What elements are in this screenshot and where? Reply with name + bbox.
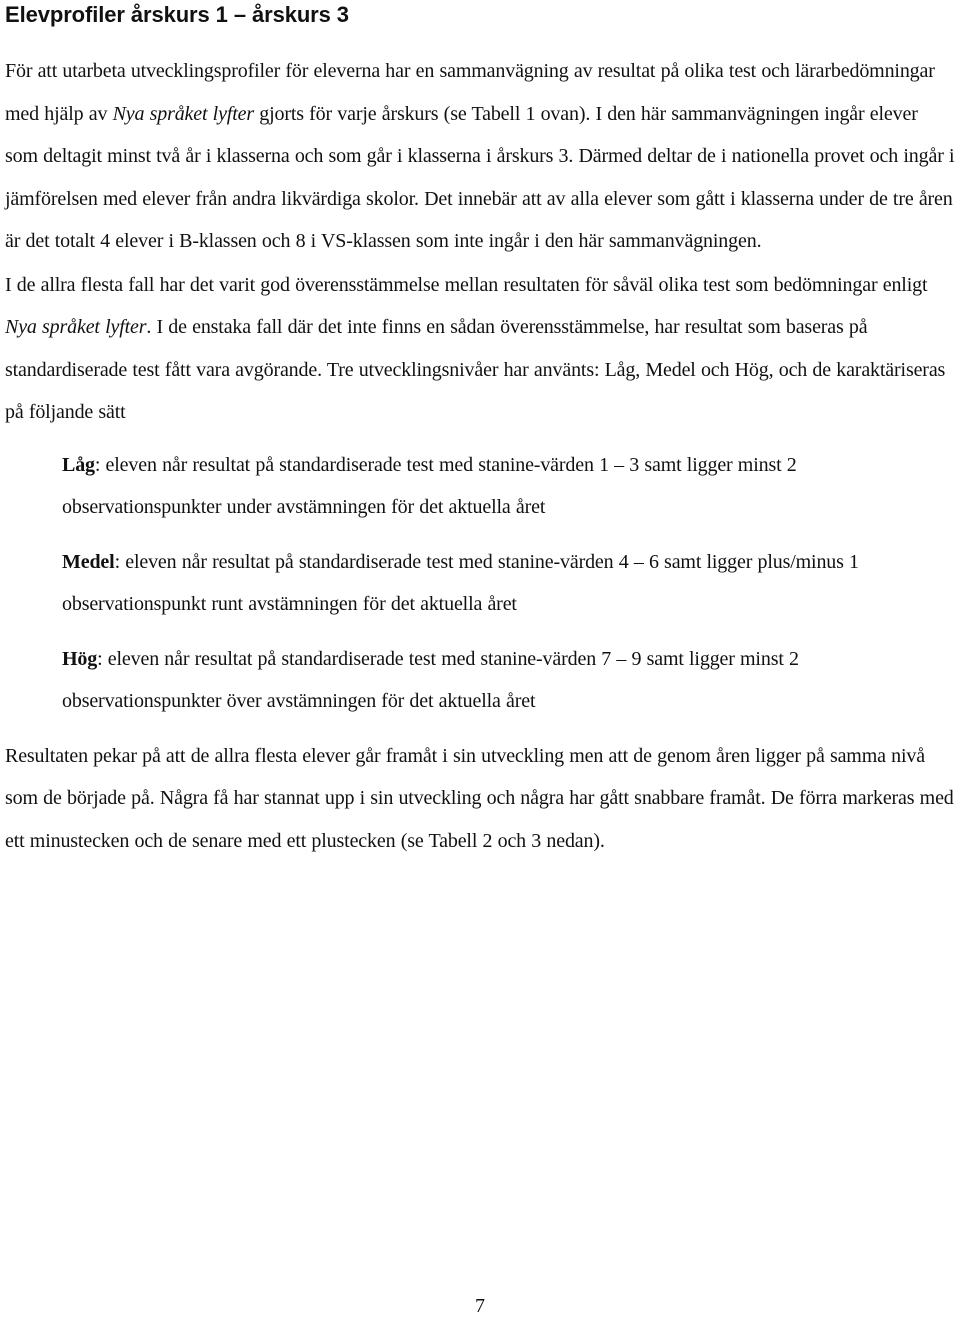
method-text-part-2: . I de enstaka fall där det inte finns en sådan överensstämmelse, har resultat som baseras på standardiserade test fått vara avgörande. Tre utvecklingsnivåer har använts: Låg, Medel och Hög, och de karaktäriseras på följande sätt [5, 316, 946, 423]
level-low-label: Låg [62, 453, 95, 476]
level-low-definition [62, 444, 955, 529]
section-heading: Elevprofiler årskurs 1 – årskurs 3 [5, 2, 349, 27]
level-medium-text: : eleven når resultat på standardiserade test med stanine-värden 4 – 6 samt ligger plus/minus 1 observationspunkt runt avstämningen för det aktuella året [62, 550, 859, 615]
level-low-text: : eleven når resultat på standardiserade test med stanine-värden 1 – 3 samt ligger minst 2 observationspunkter under avstämningen för det aktuella året [62, 453, 797, 518]
intro-text-part-2: gjorts för varje årskurs (se Tabell 1 ovan). I den här sammanvägningen ingår elever som deltagit minst två år i klasserna och som går i klasserna i årskurs 3. Därmed deltar de i nationella provet och ingår i jämförelsen med elever från andra likvärdiga skolor. Det innebär att av alla elever som gått i klasserna under de tre åren är det totalt 4 elever i B-klassen och 8 i VS-klassen som inte ingår i den här sammanvägningen. [5, 102, 955, 252]
intro-paragraph [5, 50, 955, 263]
level-high-definition [62, 638, 955, 723]
results-paragraph: Resultaten pekar på att de allra flesta elever går framåt i sin utveckling men att de genom åren ligger på samma nivå som de började på. Några få har stannat upp i sin utveckling och några har gått snabbare framåt. De förra markeras med ett minustecken och de senare med ett plustecken (se Tabell 2 och 3 nedan). [5, 744, 954, 852]
level-high-label: Hög [62, 647, 98, 670]
method-paragraph [5, 264, 955, 434]
level-medium-label: Medel [62, 550, 115, 573]
intro-italic-title: Nya språket lyfter [112, 102, 254, 125]
document-page [5, 0, 955, 862]
level-medium-definition [62, 541, 955, 626]
intro-text-part-1: För att utarbeta utvecklingsprofiler för eleverna har en sammanvägning av resultat på olika test och lärarbedömningar med hjälp av [5, 60, 935, 125]
method-italic-title: Nya språket lyfter [5, 316, 147, 338]
level-high-text: : eleven når resultat på standardiserade test med stanine-värden 7 – 9 samt ligger minst 2 observationspunkter över avstämningen för det aktuella året [62, 647, 799, 712]
method-text-part-1: I de allra flesta fall har det varit god överensstämmelse mellan resultaten för såväl olika test som bedömningar enligt [5, 273, 928, 296]
page-number: 7 [475, 1295, 485, 1317]
